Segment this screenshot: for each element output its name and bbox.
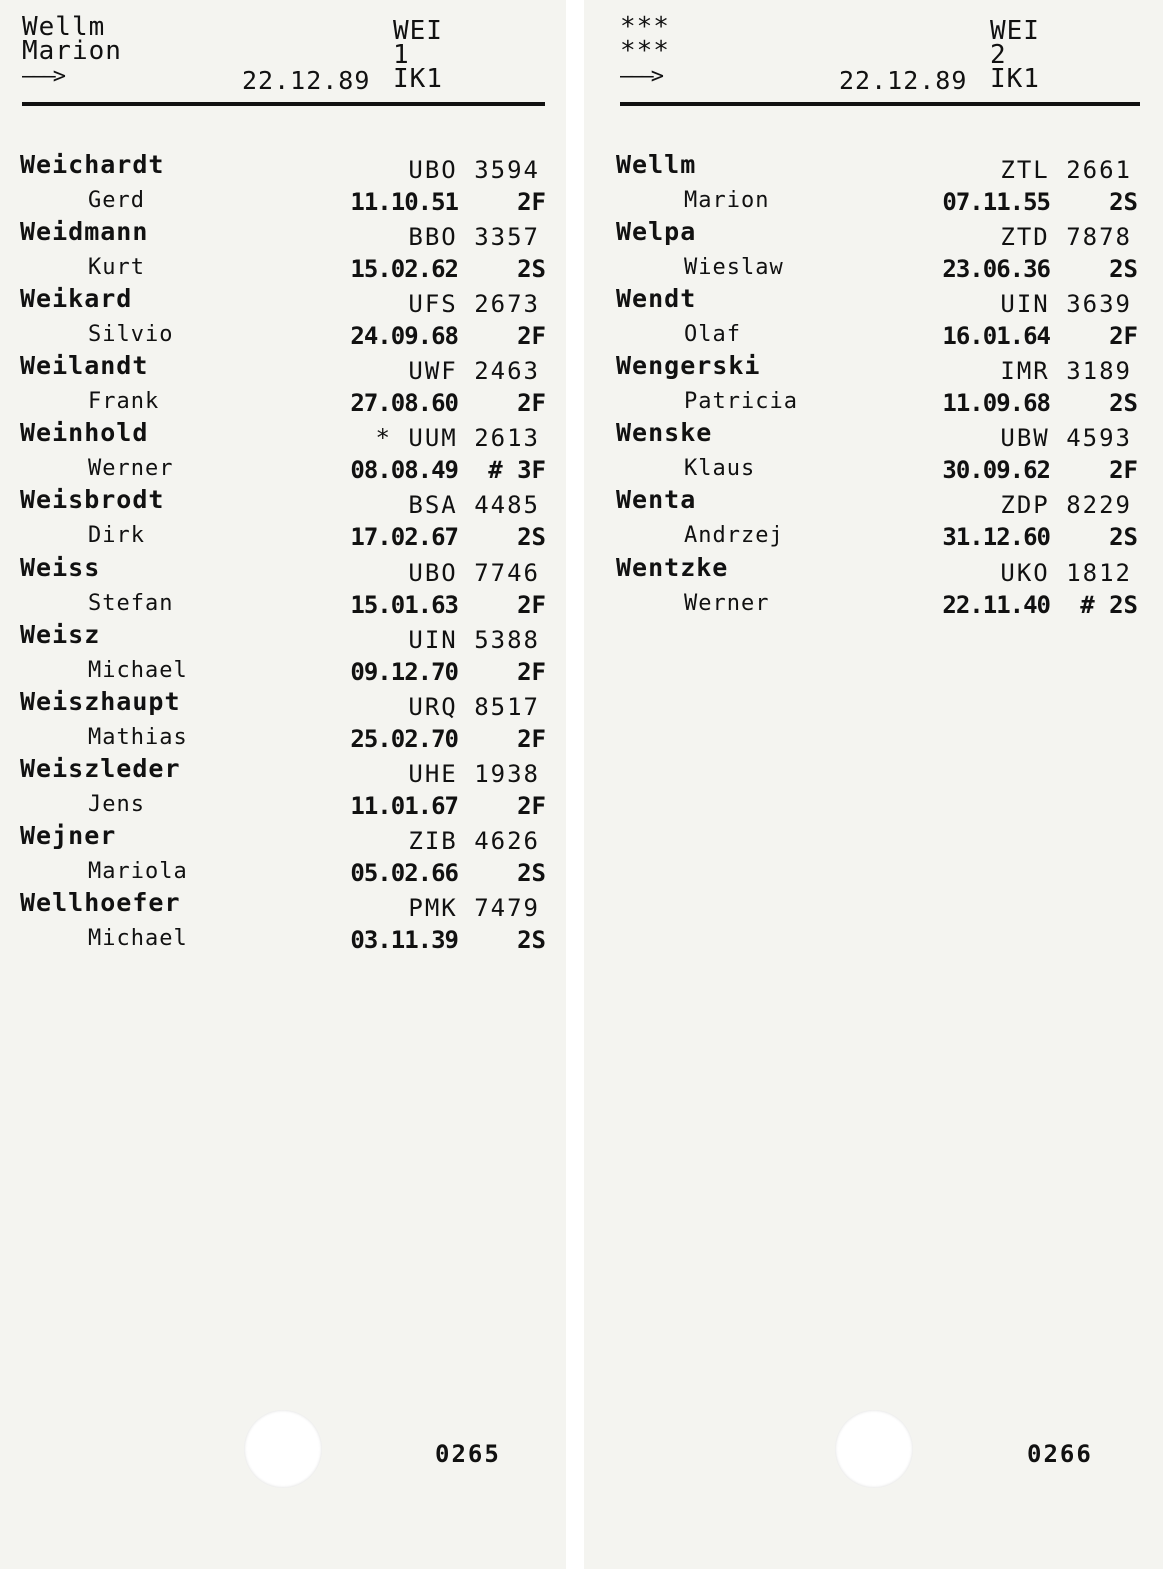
entry-code: UIN 5388 xyxy=(408,625,540,654)
entry-code: ZIB 4626 xyxy=(408,826,540,855)
list-item xyxy=(20,150,546,217)
entry-surname: Weinhold xyxy=(20,418,149,448)
header-name-line1: *** xyxy=(620,12,670,42)
entry-code: BSA 4485 xyxy=(408,491,540,520)
list-item xyxy=(20,888,546,955)
entry-date: 30.09.62 xyxy=(942,456,1050,485)
entry-code: UBO 7746 xyxy=(408,558,540,587)
entry-code: UBO 3594 xyxy=(408,156,540,184)
list-item xyxy=(20,284,546,351)
entry-flag: 2F xyxy=(517,657,546,686)
header-code-line1: WEI xyxy=(990,16,1040,46)
list-item xyxy=(616,418,1138,485)
header-code-line2: 2 xyxy=(990,40,1007,70)
list-item xyxy=(20,821,546,888)
entry-surname: Wengerski xyxy=(616,351,761,381)
entry-code: ZTD 7878 xyxy=(1000,223,1132,252)
entry-flag: 2S xyxy=(1109,188,1138,216)
arrow-icon: ———> xyxy=(22,64,63,89)
entry-firstname: Marion xyxy=(684,188,770,213)
entry-firstname: Mathias xyxy=(88,724,188,750)
entry-code: PMK 7479 xyxy=(408,894,540,923)
header-divider xyxy=(22,102,545,106)
entry-flag: 2S xyxy=(517,523,546,552)
entry-date: 11.01.67 xyxy=(350,791,458,820)
index-card-right xyxy=(584,0,1163,1569)
list-item xyxy=(20,754,546,821)
header-date: 22.12.89 xyxy=(839,66,968,95)
entry-date: 22.11.40 xyxy=(942,590,1050,619)
punch-hole xyxy=(244,1410,322,1488)
entry-flag: 2S xyxy=(517,858,546,887)
list-item xyxy=(20,217,546,284)
entry-surname: Weisbrodt xyxy=(20,485,165,515)
entry-code: BBO 3357 xyxy=(408,223,540,252)
entry-firstname: Klaus xyxy=(684,456,756,482)
entry-code: UIN 3639 xyxy=(1000,290,1132,319)
header-divider xyxy=(620,102,1140,106)
entry-flag: 2F xyxy=(517,389,546,418)
entry-firstname: Stefan xyxy=(88,590,174,616)
list-item xyxy=(616,485,1138,552)
entry-firstname: Mariola xyxy=(88,858,188,884)
entry-code: UHE 1938 xyxy=(408,759,540,788)
entry-firstname: Olaf xyxy=(684,322,741,348)
entry-firstname: Patricia xyxy=(684,389,798,415)
entry-date: 16.01.64 xyxy=(942,322,1050,351)
entry-flag: 2S xyxy=(517,255,546,284)
entry-surname: Weiss xyxy=(20,552,101,582)
entry-code: UFS 2673 xyxy=(408,290,540,319)
entry-code: URQ 8517 xyxy=(408,692,540,721)
entry-code: UKO 1812 xyxy=(1000,558,1132,587)
entry-firstname: Michael xyxy=(88,926,188,952)
header-name-line2: *** xyxy=(620,36,670,66)
header-date: 22.12.89 xyxy=(242,66,371,95)
entry-code: UWF 2463 xyxy=(408,357,540,386)
entry-firstname: Werner xyxy=(88,456,174,482)
entry-date: 07.11.55 xyxy=(942,188,1050,216)
header-code-line2: 1 xyxy=(393,40,410,70)
entry-date: 11.09.68 xyxy=(942,389,1050,418)
header-name-line1: Wellm xyxy=(22,12,106,42)
list-item xyxy=(20,485,546,552)
entry-surname: Weiszleder xyxy=(20,753,181,783)
entry-list xyxy=(616,150,1138,620)
entry-code: IMR 3189 xyxy=(1000,357,1132,386)
entry-code: ZTL 2661 xyxy=(1000,156,1132,184)
entry-surname: Weidmann xyxy=(20,217,149,247)
entry-surname: Weisz xyxy=(20,619,101,649)
header-name xyxy=(22,12,122,66)
entry-code: ZDP 8229 xyxy=(1000,491,1132,520)
entry-date: 23.06.36 xyxy=(942,255,1050,284)
entry-surname: Welpa xyxy=(616,217,697,247)
entry-flag: 2F xyxy=(517,188,546,216)
entry-firstname: Wieslaw xyxy=(684,255,784,281)
entry-date: 11.10.51 xyxy=(350,188,458,216)
header-code xyxy=(393,16,443,94)
list-item xyxy=(20,553,546,620)
entry-flag: 2S xyxy=(517,926,546,955)
entry-flag: 2F xyxy=(517,724,546,753)
entry-surname: Wenske xyxy=(616,418,713,448)
entry-flag: 2F xyxy=(1109,322,1138,351)
entry-firstname: Frank xyxy=(88,389,160,415)
entry-surname: Weilandt xyxy=(20,351,149,381)
entry-list xyxy=(20,150,546,955)
card-number: 0266 xyxy=(1027,1440,1093,1468)
entry-date: 15.01.63 xyxy=(350,590,458,619)
header-name-line2: Marion xyxy=(22,36,122,66)
punch-hole xyxy=(835,1410,913,1488)
entry-firstname: Gerd xyxy=(88,188,145,213)
list-item xyxy=(20,687,546,754)
entry-firstname: Kurt xyxy=(88,255,145,281)
entry-flag: 2S xyxy=(1109,255,1138,284)
header-name xyxy=(620,12,670,66)
entry-surname: Wendt xyxy=(616,284,697,314)
entry-flag: # 3F xyxy=(488,456,546,485)
entry-firstname: Silvio xyxy=(88,322,174,348)
list-item xyxy=(616,351,1138,418)
entry-date: 17.02.67 xyxy=(350,523,458,552)
entry-date: 08.08.49 xyxy=(350,456,458,485)
entry-flag: 2F xyxy=(517,590,546,619)
arrow-icon: ———> xyxy=(620,64,661,89)
list-item xyxy=(20,620,546,687)
header-code-line1: WEI xyxy=(393,16,443,46)
entry-date: 03.11.39 xyxy=(350,926,458,955)
entry-surname: Wentzke xyxy=(616,552,729,582)
card-number: 0265 xyxy=(435,1440,501,1468)
entry-flag: 2F xyxy=(517,322,546,351)
list-item xyxy=(616,217,1138,284)
entry-date: 27.08.60 xyxy=(350,389,458,418)
list-item xyxy=(20,418,546,485)
entry-firstname: Jens xyxy=(88,791,145,817)
entry-surname: Weikard xyxy=(20,284,133,314)
entry-flag: 2S xyxy=(1109,523,1138,552)
entry-surname: Weiszhaupt xyxy=(20,686,181,716)
entry-firstname: Dirk xyxy=(88,523,145,549)
entry-firstname: Andrzej xyxy=(684,523,784,549)
index-card-left xyxy=(0,0,566,1569)
entry-firstname: Michael xyxy=(88,657,188,683)
entry-surname: Weichardt xyxy=(20,150,165,179)
list-item xyxy=(616,284,1138,351)
header-code-line3: IK1 xyxy=(990,64,1040,94)
entry-surname: Wellhoefer xyxy=(20,888,181,918)
entry-code: * UUM 2613 xyxy=(375,424,540,453)
entry-code: UBW 4593 xyxy=(1000,424,1132,453)
entry-surname: Wellm xyxy=(616,150,697,179)
list-item xyxy=(616,150,1138,217)
entry-firstname: Werner xyxy=(684,590,770,616)
list-item xyxy=(20,351,546,418)
list-item xyxy=(616,553,1138,620)
entry-flag: 2S xyxy=(1109,389,1138,418)
header-code-line3: IK1 xyxy=(393,64,443,94)
entry-date: 09.12.70 xyxy=(350,657,458,686)
entry-surname: Wejner xyxy=(20,820,117,850)
entry-date: 31.12.60 xyxy=(942,523,1050,552)
entry-date: 25.02.70 xyxy=(350,724,458,753)
entry-date: 24.09.68 xyxy=(350,322,458,351)
entry-flag: 2F xyxy=(517,791,546,820)
entry-surname: Wenta xyxy=(616,485,697,515)
entry-flag: # 2S xyxy=(1080,590,1138,619)
header-code xyxy=(990,16,1040,94)
entry-date: 15.02.62 xyxy=(350,255,458,284)
entry-date: 05.02.66 xyxy=(350,858,458,887)
entry-flag: 2F xyxy=(1109,456,1138,485)
